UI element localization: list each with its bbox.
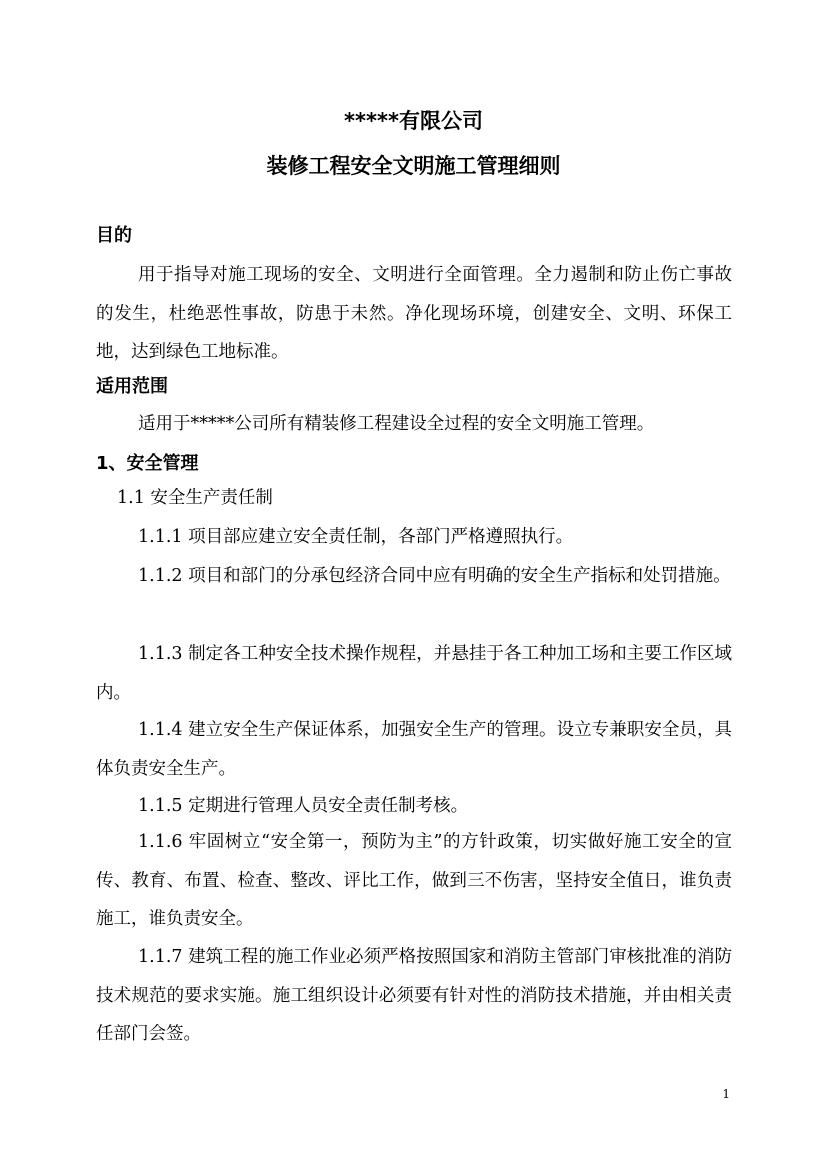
page-number: 1 (722, 1087, 730, 1101)
purpose-heading: 目的 (96, 225, 132, 246)
clause-1-1-4: 1.1.4 建立安全生产保证体系，加强安全生产的管理。设立专兼职安全员，具体负责安全生产。 (96, 720, 732, 779)
company-name: *****有限公司 (344, 109, 483, 133)
document-title: 装修工程安全文明施工管理细则 (266, 154, 561, 178)
section-1-heading: 1、安全管理 (96, 453, 199, 474)
clause-1-1-2: 1.1.2 项目和部门的分承包经济合同中应有明确的安全生产指标和处罚措施。 (138, 566, 731, 586)
clause-1-1-1: 1.1.1 项目部应建立安全责任制，各部门严格遵照执行。 (138, 527, 574, 547)
scope-heading: 适用范围 (96, 376, 168, 397)
scope-paragraph: 适用于*****公司所有精装修工程建设全过程的安全文明施工管理。 (138, 414, 655, 434)
clause-1-1-3: 1.1.3 制定各工种安全技术操作规程，并悬挂于各工种加工场和主要工作区域内。 (96, 644, 732, 703)
section-1-1-subheading: 1.1 安全生产责任制 (117, 488, 273, 508)
purpose-paragraph: 用于指导对施工现场的安全、文明进行全面管理。全力遏制和防止伤亡事故的发生，杜绝恶性事故，防患于未然。净化现场环境，创建安全、文明、环保工地，达到绿色工地标准。 (96, 265, 732, 362)
clause-1-1-7: 1.1.7 建筑工程的施工作业必须严格按照国家和消防主管部门审核批准的消防技术规范的要求实施。施工组织设计必须要有针对性的消防技术措施，并由相关责任部门会签。 (96, 947, 732, 1044)
clause-1-1-6: 1.1.6 牢固树立“安全第一，预防为主”的方针政策，切实做好施工安全的宣传、教育、布置、检查、整改、评比工作，做到三不伤害，坚持安全值日，谁负责施工，谁负责安全。 (96, 832, 732, 929)
clause-1-1-5: 1.1.5 定期进行管理人员安全责任制考核。 (138, 796, 469, 816)
